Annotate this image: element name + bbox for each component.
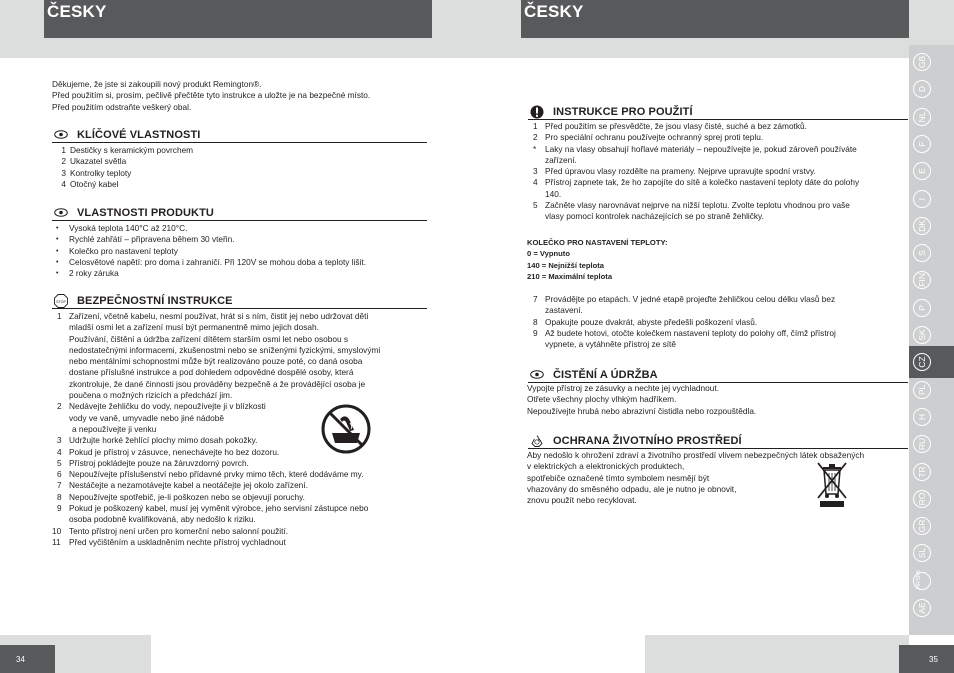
language-tab-fin[interactable]: FIN	[913, 271, 931, 289]
list-item: * Laky na vlasy obsahují hořlavé materiály – nepoužívejte je, pokud zároveň používáte zařízení.	[533, 143, 857, 165]
list-item: 8 Opakujte pouze dvakrát, abyste předešli poškození vlasů.	[533, 316, 758, 327]
section-title: KLÍČOVÉ VLASTNOSTI	[77, 129, 201, 141]
language-tab-nl[interactable]: NL	[913, 108, 931, 126]
language-tab-i[interactable]: I	[913, 190, 931, 208]
list-item: 2 Ukazatel světla	[61, 156, 127, 167]
list-item: 5 Začněte vlasy narovnávat nejprve na nižší teplotu. Zvolte teplotu vhodnou pro vaše vlasy pomocí kontrolek nacházejících se po straně žehličky.	[533, 200, 850, 222]
language-tab-e[interactable]: E	[913, 162, 931, 180]
instructions-list	[528, 121, 908, 223]
section-key-features	[52, 127, 427, 143]
language-tab-dk[interactable]: DK	[913, 217, 931, 235]
language-tab-s[interactable]: S	[913, 244, 931, 262]
header-bar	[44, 0, 432, 38]
list-item: 2 Nedávejte žehličku do vody, nepoužívejte ji v blízkosti vody ve vaně, umyvadle nebo jiné nádobě a nepoužívejte ji venku	[57, 401, 266, 434]
right-page	[477, 0, 954, 673]
temperature-dial-legend: KOLEČKO PRO NASTAVENÍ TEPLOTY: 0 = Vypnuto 140 = Nejnižší teplota 210 = Maximální teplota	[527, 238, 668, 281]
page-number: 34	[16, 655, 25, 664]
section-product-features	[52, 205, 427, 221]
list-item: 1 Destičky s keramickým povrchem	[61, 145, 194, 155]
language-tab-p[interactable]: P	[913, 299, 931, 317]
eye-icon	[530, 369, 544, 380]
page-number-box	[0, 645, 55, 673]
list-item: 3 Kontrolky teploty	[61, 167, 132, 178]
list-item: 5 Přístroj pokládejte pouze na žáruvzdorný povrch.	[57, 457, 249, 468]
page-number-box	[899, 645, 954, 673]
list-item: 1 Zařízení, včetně kabelu, nesmí používat, hrát si s ním, čistit jej nebo udržovat děti mladší osmi let a zařízení musí být permanentně mimo jejich dosah. Používání, čištění a údržba zařízení dítětem starším osmi let nebo osobou s nedostatečnými informacemi, zkušenostmi nebo se sníženými fyzickými, smyslovými nebo mentálními schopnostmi může být realizováno pouze poté, co daná osoba dostane příslušné instrukce a pod dohledem odpovědné dospělé osoby, která zkontroluje, že dané činnosti jsou prováděny bezpečně a že provádějící osoba je poučena o možných rizicích a předchází jim.	[57, 311, 381, 401]
language-tab-hr-srb[interactable]: HR/SRB	[913, 572, 931, 590]
list-item: 2 Pro speciální ochranu používejte ochranný sprej proti teplu.	[533, 132, 764, 143]
list-item: 4 Otočný kabel	[61, 178, 119, 189]
header-bar	[521, 0, 909, 38]
section-environment	[528, 433, 908, 449]
list-item: 4 Přístroj zapnete tak, že ho zapojíte do sítě a kolečko nastavení teploty dáte do polohy 140.	[533, 177, 860, 199]
language-tab-sk[interactable]: SK	[913, 326, 931, 344]
language-tab-gr[interactable]: GR	[913, 517, 931, 535]
list-item: 4 Pokud je přístroj v zásuvce, nenechávejte ho bez dozoru.	[57, 446, 280, 457]
page-title: ČESKY	[524, 2, 584, 21]
list-item: 6 Nepoužívejte příslušenství nebo přídavné prvky mimo těch, které dodáváme my.	[57, 469, 364, 480]
eye-icon	[54, 129, 68, 140]
language-tabs	[909, 45, 954, 635]
section-instructions	[528, 104, 908, 120]
language-tab-tr[interactable]: TR	[913, 463, 931, 481]
section-title: INSTRUKCE PRO POUŽITÍ	[553, 106, 693, 118]
language-tab-cz[interactable]: CZ	[913, 353, 931, 371]
page-title: ČESKY	[47, 2, 107, 21]
list-item: 3 Udržujte horké žehlící plochy mimo dosah pokožky.	[57, 435, 258, 446]
list-item: 9 Pokud je poškozený kabel, musí jej vyměnit výrobce, jeho servisní zástupce nebo osoba podobně kvalifikovaná, aby nedošlo k riziku.	[57, 503, 369, 525]
section-title: ČISTĚNÍ A ÚDRŽBA	[553, 369, 658, 381]
list-item: • Kolečko pro nastavení teploty	[52, 246, 427, 257]
list-item: 8 Nepoužívejte spotřebič, je-li poškozen nebo se objevují poruchy.	[57, 491, 305, 502]
crossed-bin-icon	[814, 460, 850, 508]
list-item: 3 Před úpravou vlasy rozdělte na prameny. Nejprve upravujte spodní vrstvy.	[533, 166, 816, 177]
language-tab-f[interactable]: F	[913, 135, 931, 153]
section-title: BEZPEČNOSTNÍ INSTRUKCE	[77, 295, 233, 307]
list-item: 10 Tento přístroj není určen pro komerční nebo salonní použití.	[52, 525, 289, 536]
list-item: 7 Provádějte po etapách. V jedné etapě projeďte žehličkou celou délku vlasů bez zastavení.	[533, 294, 836, 316]
language-tab-pl[interactable]: PL	[913, 381, 931, 399]
section-title: OCHRANA ŽIVOTNÍHO PROSTŘEDÍ	[553, 435, 742, 447]
product-features-list	[52, 223, 427, 279]
section-title: VLASTNOSTI PRODUKTU	[77, 207, 214, 219]
section-cleaning	[528, 367, 908, 383]
language-tab-ro[interactable]: RO	[913, 490, 931, 508]
intro-text	[52, 79, 432, 113]
language-tab-ae[interactable]: AE	[913, 599, 931, 617]
list-item: • Rychlé zahřátí – připravena během 30 vteřin.	[52, 234, 427, 245]
bottom-band	[645, 635, 909, 673]
warning-icon	[530, 105, 544, 119]
list-item: 1 Před použitím se přesvědčte, že jsou vlasy čisté, suché a bez zámotků.	[533, 121, 807, 131]
intro-line: Děkujeme, že jste si zakoupili nový produkt Remington®.	[52, 79, 262, 89]
section-safety	[52, 293, 427, 309]
language-tab-ru[interactable]: RU	[913, 435, 931, 453]
no-water-icon	[320, 403, 372, 455]
eye-icon	[54, 207, 68, 218]
page-number: 35	[929, 655, 938, 664]
cleaning-text: Vypojte přístroj ze zásuvky a nechte jej vychladnout. Otřete všechny plochy vlhkým hadříkem. Nepoužívejte hrubá nebo abrazivní čistidla nebo rozpouštědla.	[527, 383, 757, 416]
language-tab-sl[interactable]: SL	[913, 544, 931, 562]
language-tab-gb[interactable]: GB	[913, 53, 931, 71]
list-item: • Celosvětové napětí: pro doma i zahraničí. Při 120V se mohou doba a teploty lišit.	[52, 257, 427, 268]
language-tab-d[interactable]: D	[913, 80, 931, 98]
list-item: 11 Před vyčištěním a uskladněním nechte přístroj vychladnout	[52, 536, 286, 547]
svg-text:STOP: STOP	[56, 299, 66, 304]
list-item: • 2 roky záruka	[52, 268, 427, 279]
language-tab-h[interactable]: H	[913, 408, 931, 426]
intro-line: Před použitím si, prosím, pečlivě přečtěte tyto instrukce a uložte je na bezpečné místo.	[52, 90, 371, 101]
stop-icon	[54, 294, 68, 308]
key-features-list	[52, 145, 427, 190]
recycle-icon	[530, 434, 544, 448]
instructions-list-continued	[528, 294, 908, 350]
environment-text: Aby nedošlo k ohrožení zdraví a životního prostředí vlivem nebezpečných látek obsažených v elektrických a elektronických produktech, spotřebiče označené tímto symbolem nesmějí být vhazovány do směsného odpadu, ale je nutno je obnovit, znovu použít nebo recyklovat.	[527, 450, 865, 506]
list-item: 9 Až budete hotovi, otočte kolečkem nastavení teploty do polohy off, čímž přístroj vypnete, a vytáhněte přístroj ze sítě	[533, 327, 836, 350]
intro-line: Před použitím odstraňte veškerý obal.	[52, 101, 192, 112]
list-item: • Vysoká teplota 140°C až 210°C.	[52, 223, 427, 234]
list-item: 7 Nestáčejte a nezamotávejte kabel a neotáčejte jej okolo zařízení.	[57, 480, 308, 491]
